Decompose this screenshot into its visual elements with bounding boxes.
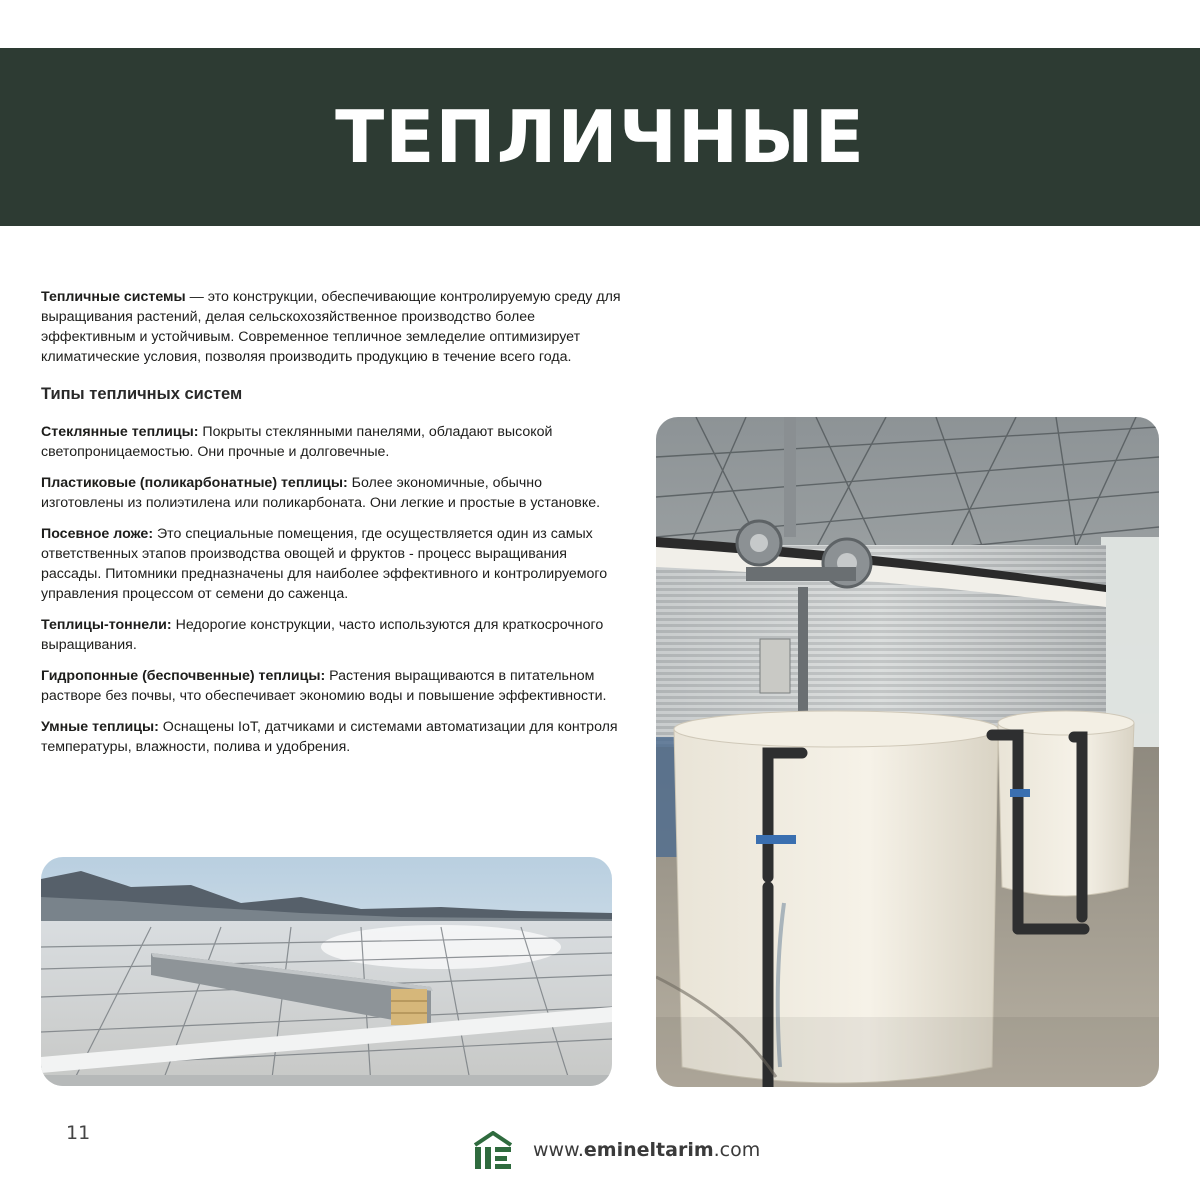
- types-heading: Типы тепличных систем: [41, 385, 243, 403]
- url-brand: emineltarim: [583, 1139, 714, 1161]
- intro-paragraph: [41, 287, 621, 367]
- intro-text: — это конструкции, обеспечивающие контролируемую среду для выращивания растений, делая сельскохозяйственное производство более эффективным и устойчивым. Современное тепличное земледелие оптимизирует климатические условия, позволяя производить продукцию в течение всего года.: [41, 289, 621, 365]
- website-url[interactable]: [533, 1139, 760, 1161]
- type-name: Пластиковые (поликарбонатные) теплицы:: [41, 475, 348, 491]
- type-item-glass: [41, 422, 621, 462]
- type-name: Умные теплицы:: [41, 719, 159, 735]
- type-item-tunnel: [41, 615, 621, 655]
- type-item-smart: [41, 717, 621, 757]
- header-banner: [0, 48, 1200, 226]
- type-name: Теплицы-тоннели:: [41, 617, 172, 633]
- type-name: Стеклянные теплицы:: [41, 424, 199, 440]
- type-desc: Это специальные помещения, где осуществляется один из самых ответственных этапов производства овощей и фруктов - процесс выращивания рассады. Питомники предназначены для наиболее эффективного и контролируемого управления процессом от семени до саженца.: [41, 526, 608, 602]
- url-prefix: www.: [533, 1139, 584, 1161]
- type-desc: Растения выращиваются в питательном растворе без почвы, что обеспечивает экономию воды и повышение эффективности.: [41, 668, 607, 704]
- type-desc: Покрыты стеклянными панелями, обладают высокой светопроницаемостью. Они прочные и долговечные.: [41, 424, 553, 460]
- greenhouse-construction-photo: [41, 857, 612, 1086]
- hydroponic-tanks-illustration: [656, 417, 1159, 1087]
- intro-bold: Тепличные системы: [41, 289, 186, 305]
- text-column: [41, 287, 621, 768]
- type-item-seedbed: [41, 524, 621, 604]
- type-desc: Оснащены IoT, датчиками и системами автоматизации для контроля температуры, влажности, полива и удобрения.: [41, 719, 618, 755]
- type-desc: Более экономичные, обычно изготовлены из полиэтилена или поликарбоната. Они легкие и простые в установке.: [41, 475, 601, 511]
- type-name: Посевное ложе:: [41, 526, 154, 542]
- type-item-plastic: [41, 473, 621, 513]
- page-number: 11: [66, 1122, 91, 1144]
- emineltarim-logo-icon: [471, 1131, 515, 1171]
- greenhouse-construction-illustration: [41, 857, 612, 1086]
- hydroponic-tanks-photo: [656, 417, 1159, 1087]
- type-name: Гидропонные (беспочвенные) теплицы:: [41, 668, 326, 684]
- type-desc: Недорогие конструкции, часто используются для краткосрочного выращивания.: [41, 617, 604, 653]
- url-suffix: .com: [713, 1139, 761, 1161]
- type-item-hydroponic: [41, 666, 621, 706]
- page-title: ТЕПЛИЧНЫЕ: [335, 95, 865, 179]
